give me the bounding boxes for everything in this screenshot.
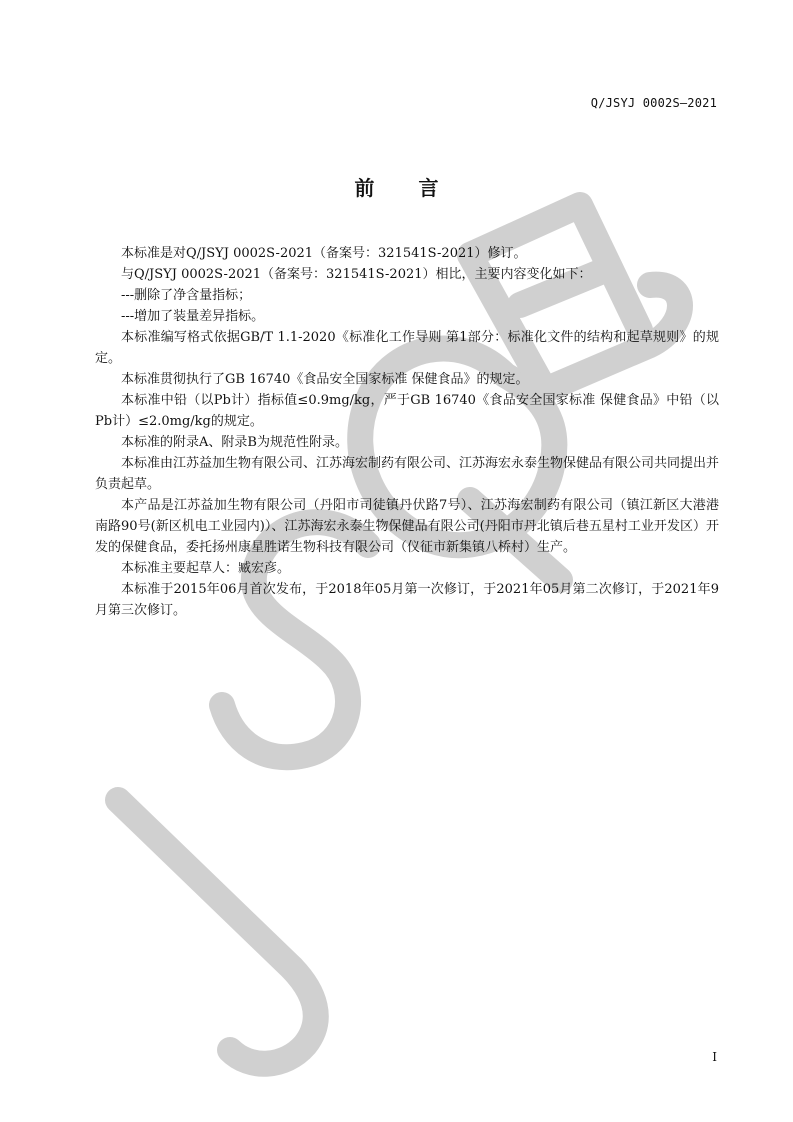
paragraph: ---增加了装量差异指标。 xyxy=(121,309,265,324)
document-number-header: Q/JSYJ 0002S—2021 xyxy=(590,96,717,110)
paragraph: 本标准的附录A、附录B为规范性附录。 xyxy=(121,435,348,450)
paragraph: ---删除了净含量指标； xyxy=(121,288,252,303)
paragraph: 本产品是江苏益加生物有限公司（丹阳市司徒镇丹伏路7号）、江苏海宏制药有限公司（镇江新区大港港南路90号(新区机电工业园内)）、江苏海宏永泰生物保健品有限公司(丹阳市丹北镇后巷五星村工业开发区）开发的保健食品，委托扬州康星胜诺生物科技有限公司（仪征市新集镇八桥村）生产。 xyxy=(95,498,719,555)
page-title: 前言 xyxy=(354,176,483,200)
paragraph: 本标准中铅（以Pb计）指标值≤0.9mg/kg，严于GB 16740《食品安全国家标准 保健食品》中铅（以Pb计）≤2.0mg/kg的规定。 xyxy=(95,393,719,429)
paragraph: 本标准编写格式依据GB/T 1.1-2020《标准化工作导则 第1部分：标准化文件的结构和起草规则》的规定。 xyxy=(95,330,719,366)
paragraph: 本标准贯彻执行了GB 16740《食品安全国家标准 保健食品》的规定。 xyxy=(121,372,529,387)
paragraph: 与Q/JSYJ 0002S-2021（备案号：321541S-2021）相比，主要内容变化如下： xyxy=(121,267,592,282)
page-number: I xyxy=(712,1050,717,1064)
foreword-body xyxy=(95,243,719,621)
paragraph: 本标准主要起草人：臧宏彦。 xyxy=(121,561,291,576)
paragraph: 本标准由江苏益加生物有限公司、江苏海宏制药有限公司、江苏海宏永泰生物保健品有限公司共同提出并负责起草。 xyxy=(95,456,720,492)
paragraph: 本标准是对Q/JSYJ 0002S-2021（备案号：321541S-2021）修订。 xyxy=(121,246,527,261)
paragraph: 本标准于2015年06月首次发布，于2018年05月第一次修订，于2021年05月第二次修订，于2021年9月第三次修订。 xyxy=(95,582,719,618)
